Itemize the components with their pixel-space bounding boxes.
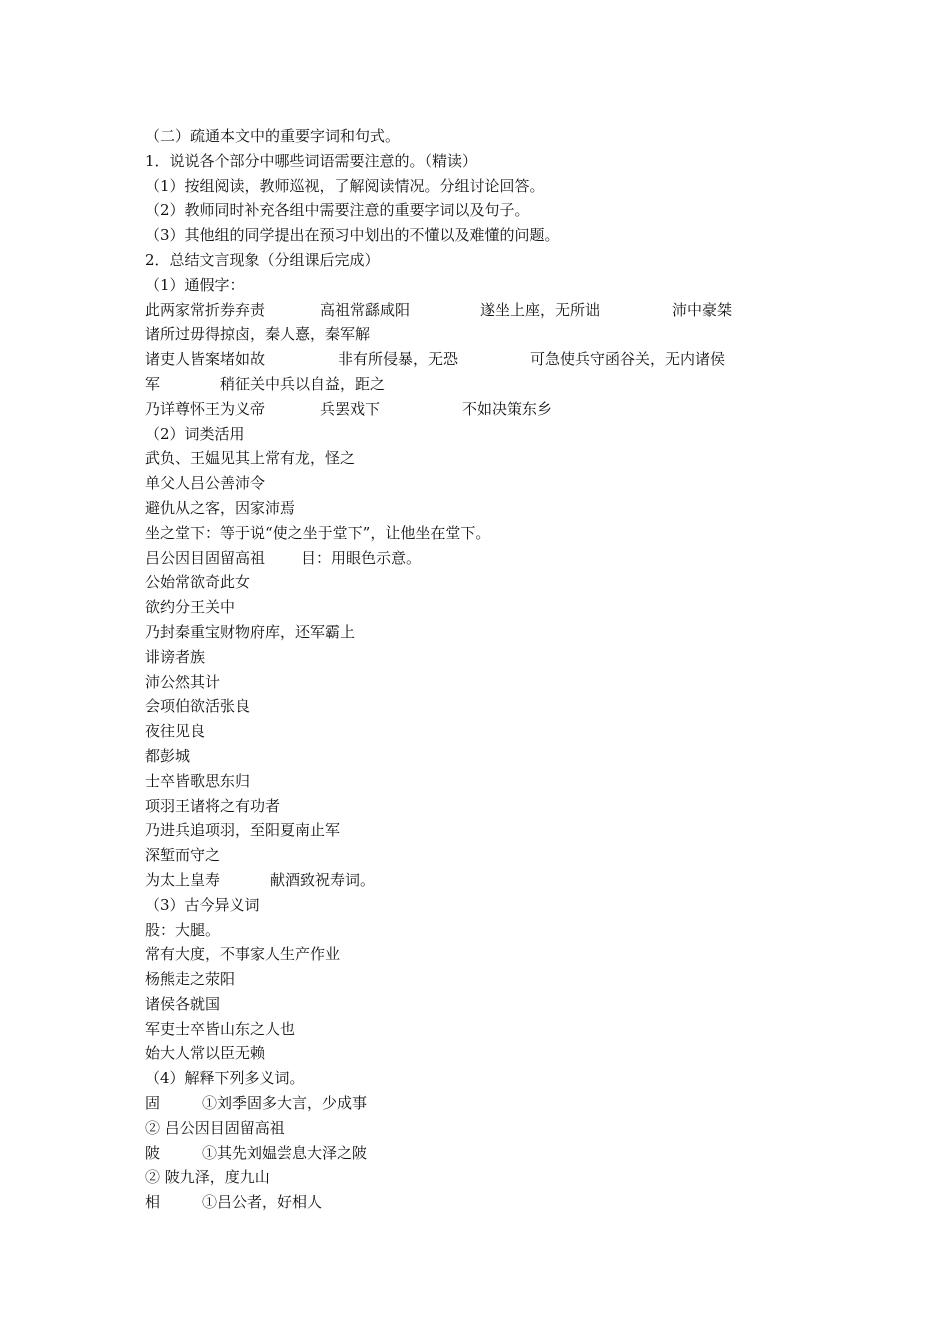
text-segment: 常有大度，不事家人生产作业 bbox=[145, 945, 341, 964]
text-line bbox=[145, 223, 805, 248]
text-segment: 杨熊走之荥阳 bbox=[145, 970, 236, 989]
text-line bbox=[145, 794, 805, 819]
text-line bbox=[145, 446, 805, 471]
text-segment: 2．总结文言现象（分组课后完成） bbox=[145, 250, 380, 269]
text-segment: 乃进兵追项羽，至阳夏南止军 bbox=[145, 821, 341, 840]
text-line bbox=[145, 570, 805, 595]
text-line bbox=[145, 149, 805, 174]
text-segment: 欲约分王关中 bbox=[145, 598, 236, 617]
text-line bbox=[145, 868, 805, 893]
text-line bbox=[145, 174, 805, 199]
text-segment: 诸吏人皆案堵如故 bbox=[145, 350, 266, 369]
text-line bbox=[145, 198, 805, 223]
document-body bbox=[145, 124, 805, 1215]
text-line bbox=[145, 918, 805, 943]
text-line bbox=[145, 670, 805, 695]
text-line bbox=[145, 843, 805, 868]
text-segment: （2）教师同时补充各组中需要注意的重要字词以及句子。 bbox=[145, 201, 530, 220]
text-segment: （2）词类活用 bbox=[145, 424, 245, 443]
text-line bbox=[145, 1165, 805, 1190]
text-line bbox=[145, 248, 805, 273]
text-line bbox=[145, 546, 805, 571]
text-line bbox=[145, 1190, 805, 1215]
text-segment: 军吏士卒皆山东之人也 bbox=[145, 1019, 296, 1038]
text-line bbox=[145, 818, 805, 843]
text-segment: 相 bbox=[145, 1193, 161, 1212]
text-segment: 1．说说各个部分中哪些词语需要注意的。（精读） bbox=[145, 151, 478, 170]
subheading bbox=[145, 273, 805, 298]
text-segment: 陂 bbox=[145, 1143, 161, 1162]
text-segment: （二）疏通本文中的重要字词和句式。 bbox=[145, 127, 401, 145]
text-segment: 股：大腿。 bbox=[145, 920, 221, 939]
text-line bbox=[145, 1041, 805, 1066]
subheading bbox=[145, 893, 805, 918]
text-line bbox=[145, 347, 805, 372]
text-segment: 稍征关中兵以自益，距之 bbox=[220, 374, 386, 393]
text-segment: 乃详尊怀王为义帝 bbox=[145, 399, 266, 418]
text-line bbox=[145, 521, 805, 546]
text-segment: 高祖常繇咸阳 bbox=[320, 300, 411, 319]
text-segment: 固 bbox=[145, 1094, 161, 1113]
text-segment: 避仇从之客，因家沛焉 bbox=[145, 498, 296, 517]
text-segment: ② 陂九泽，度九山 bbox=[145, 1168, 270, 1187]
text-line bbox=[145, 769, 805, 794]
text-line bbox=[145, 620, 805, 645]
text-segment: 都彭城 bbox=[145, 746, 191, 765]
text-segment: 沛公然其计 bbox=[145, 672, 221, 691]
text-segment: 诸侯各就国 bbox=[145, 994, 221, 1013]
text-segment: （3）其他组的同学提出在预习中划出的不懂以及难懂的问题。 bbox=[145, 226, 560, 245]
text-segment: 遂坐上座，无所诎 bbox=[480, 300, 601, 319]
text-line bbox=[145, 1116, 805, 1141]
text-segment: 诸所过毋得掠卤，秦人憙，秦军解 bbox=[145, 325, 371, 344]
text-segment: 兵罢戏下 bbox=[320, 399, 381, 418]
text-line bbox=[145, 719, 805, 744]
text-segment: （3）古今异义词 bbox=[145, 895, 260, 914]
text-line bbox=[145, 298, 805, 323]
text-segment: 乃封秦重宝财物府库，还军霸上 bbox=[145, 622, 356, 641]
text-line bbox=[145, 595, 805, 620]
text-segment: 坐之堂下：等于说“使之坐于堂下”，让他坐在堂下。 bbox=[145, 523, 491, 542]
text-segment: （1）按组阅读，教师巡视，了解阅读情况。分组讨论回答。 bbox=[145, 176, 545, 195]
text-segment: 不如决策东乡 bbox=[462, 399, 553, 418]
text-segment: 始大人常以臣无赖 bbox=[145, 1044, 266, 1063]
subheading bbox=[145, 1066, 805, 1091]
text-segment: ①吕公者，好相人 bbox=[202, 1193, 323, 1212]
text-segment: 为太上皇寿 bbox=[145, 870, 221, 889]
text-segment: 诽谤者族 bbox=[145, 647, 206, 666]
text-line bbox=[145, 645, 805, 670]
text-line bbox=[145, 397, 805, 422]
text-segment: 会项伯欲活张良 bbox=[145, 697, 251, 716]
text-segment: 士卒皆歌思东归 bbox=[145, 771, 251, 790]
text-line bbox=[145, 471, 805, 496]
text-segment: 夜往见良 bbox=[145, 722, 206, 741]
text-segment: 单父人吕公善沛令 bbox=[145, 474, 266, 493]
text-segment: 此两家常折券弃责 bbox=[145, 300, 266, 319]
text-segment: 目：用眼色示意。 bbox=[301, 548, 422, 567]
text-line bbox=[145, 694, 805, 719]
text-line bbox=[145, 992, 805, 1017]
text-segment: 公始常欲奇此女 bbox=[145, 573, 251, 592]
text-line bbox=[145, 372, 805, 397]
section-heading bbox=[145, 124, 805, 149]
text-line bbox=[145, 322, 805, 347]
text-segment: （1）通假字： bbox=[145, 275, 245, 294]
text-line bbox=[145, 942, 805, 967]
text-segment: 可急使兵守函谷关，无内诸侯 bbox=[530, 350, 726, 369]
text-segment: 项羽王诸将之有功者 bbox=[145, 796, 281, 815]
text-segment: 吕公因目固留高祖 bbox=[145, 548, 266, 567]
text-line bbox=[145, 1091, 805, 1116]
text-segment: 献酒致祝寿词。 bbox=[270, 870, 376, 889]
text-segment: 军 bbox=[145, 374, 161, 393]
text-segment: 非有所侵暴，无恐 bbox=[338, 350, 459, 369]
text-line bbox=[145, 1141, 805, 1166]
text-segment: （4）解释下列多义词。 bbox=[145, 1069, 305, 1088]
text-segment: ② 吕公因目固留高祖 bbox=[145, 1118, 285, 1137]
text-segment: 武负、王媪见其上常有龙，怪之 bbox=[145, 449, 356, 468]
text-segment: ①刘季固多大言，少成事 bbox=[202, 1094, 368, 1113]
text-line bbox=[145, 967, 805, 992]
text-segment: 深堑而守之 bbox=[145, 846, 221, 865]
subheading bbox=[145, 422, 805, 447]
text-segment: ①其先刘媪尝息大泽之陂 bbox=[202, 1143, 368, 1162]
text-line bbox=[145, 744, 805, 769]
text-segment: 沛中豪桀 bbox=[672, 300, 733, 319]
text-line bbox=[145, 1017, 805, 1042]
text-line bbox=[145, 496, 805, 521]
